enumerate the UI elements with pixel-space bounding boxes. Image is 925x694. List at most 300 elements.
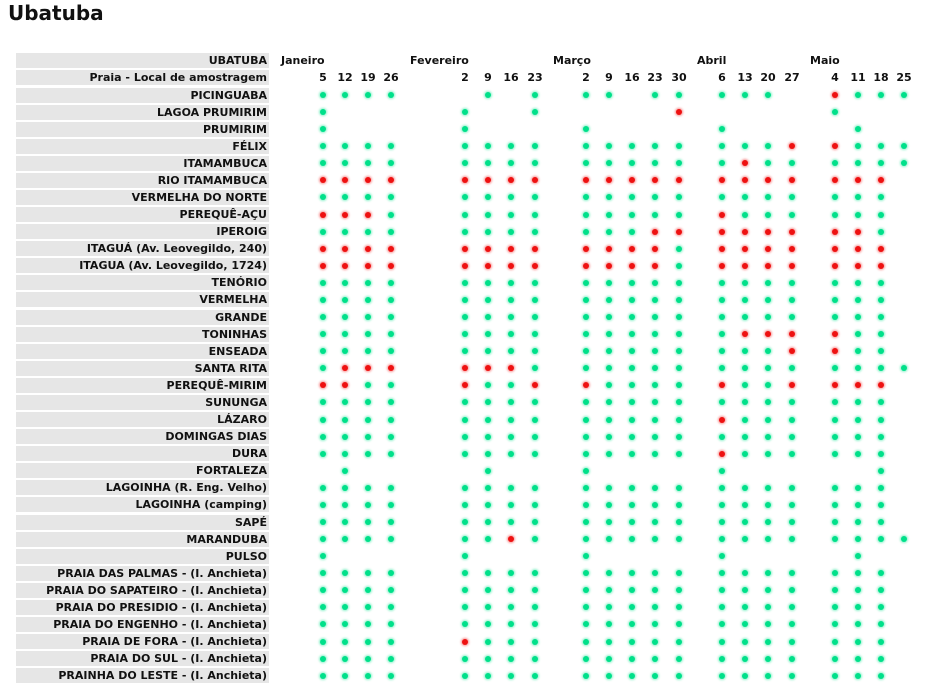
status-dot-good <box>742 143 748 149</box>
status-dot-good <box>320 143 326 149</box>
status-dot-good <box>320 92 326 98</box>
status-dot-good <box>901 92 907 98</box>
beach-label: PICINGUABA <box>16 88 269 103</box>
status-dot-bad <box>676 109 682 115</box>
status-dot-good <box>719 536 725 542</box>
status-dot-good <box>583 297 589 303</box>
status-dot-bad <box>388 177 394 183</box>
status-dot-good <box>765 194 771 200</box>
status-dot-good <box>878 92 884 98</box>
status-dot-good <box>652 604 658 610</box>
status-dot-good <box>462 536 468 542</box>
status-dot-good <box>855 673 861 679</box>
status-dot-good <box>676 587 682 593</box>
status-dot-good <box>320 587 326 593</box>
status-dot-good <box>320 434 326 440</box>
status-dot-good <box>652 143 658 149</box>
status-dot-bad <box>365 212 371 218</box>
status-dot-good <box>652 160 658 166</box>
status-dot-good <box>462 673 468 679</box>
status-dot-bad <box>462 382 468 388</box>
status-dot-good <box>508 434 514 440</box>
status-dot-good <box>855 502 861 508</box>
status-dot-good <box>365 160 371 166</box>
status-dot-good <box>878 212 884 218</box>
status-dot-good <box>462 553 468 559</box>
status-dot-good <box>629 536 635 542</box>
status-dot-good <box>532 160 538 166</box>
status-dot-good <box>462 109 468 115</box>
status-dot-good <box>583 92 589 98</box>
status-dot-good <box>652 314 658 320</box>
status-dot-good <box>855 399 861 405</box>
status-dot-good <box>765 314 771 320</box>
status-dot-bad <box>719 229 725 235</box>
status-dot-good <box>485 536 491 542</box>
status-dot-good <box>532 212 538 218</box>
status-dot-good <box>606 434 612 440</box>
status-dot-good <box>583 399 589 405</box>
date-tick-label: 12 <box>337 71 353 84</box>
status-dot-bad <box>508 365 514 371</box>
status-dot-good <box>342 143 348 149</box>
status-dot-good <box>676 604 682 610</box>
status-dot-good <box>832 673 838 679</box>
status-dot-good <box>652 348 658 354</box>
status-dot-good <box>320 399 326 405</box>
status-dot-good <box>583 348 589 354</box>
status-dot-good <box>320 417 326 423</box>
beach-label: FORTALEZA <box>16 463 269 478</box>
status-dot-good <box>462 314 468 320</box>
status-dot-good <box>320 604 326 610</box>
status-dot-bad <box>789 143 795 149</box>
status-dot-bad <box>878 382 884 388</box>
status-dot-good <box>388 194 394 200</box>
status-dot-good <box>485 160 491 166</box>
status-dot-good <box>629 348 635 354</box>
status-dot-good <box>676 160 682 166</box>
beach-label: LAGOINHA (R. Eng. Velho) <box>16 480 269 495</box>
status-dot-good <box>765 587 771 593</box>
status-dot-good <box>742 587 748 593</box>
status-dot-bad <box>878 177 884 183</box>
status-dot-good <box>388 399 394 405</box>
status-dot-good <box>462 587 468 593</box>
status-dot-good <box>765 451 771 457</box>
status-dot-good <box>606 382 612 388</box>
beach-label: PEREQUÊ-MIRIM <box>16 378 269 393</box>
status-dot-good <box>789 502 795 508</box>
status-dot-bad <box>342 177 348 183</box>
date-tick-label: 11 <box>850 71 866 84</box>
status-dot-good <box>388 502 394 508</box>
status-dot-good <box>878 314 884 320</box>
status-dot-good <box>365 229 371 235</box>
status-dot-good <box>583 434 589 440</box>
status-dot-good <box>508 314 514 320</box>
status-dot-good <box>583 656 589 662</box>
status-dot-good <box>532 673 538 679</box>
status-dot-good <box>342 92 348 98</box>
status-dot-good <box>629 365 635 371</box>
status-dot-good <box>320 365 326 371</box>
status-dot-good <box>652 536 658 542</box>
status-dot-good <box>832 417 838 423</box>
status-dot-good <box>789 297 795 303</box>
status-dot-bad <box>388 246 394 252</box>
status-dot-good <box>365 519 371 525</box>
status-dot-good <box>719 468 725 474</box>
status-dot-good <box>676 314 682 320</box>
status-dot-good <box>583 639 589 645</box>
status-dot-good <box>832 297 838 303</box>
status-dot-good <box>320 109 326 115</box>
status-dot-good <box>365 331 371 337</box>
status-dot-good <box>485 348 491 354</box>
status-dot-good <box>606 143 612 149</box>
status-dot-bad <box>320 382 326 388</box>
status-dot-bad <box>832 92 838 98</box>
status-dot-good <box>532 194 538 200</box>
status-dot-good <box>532 280 538 286</box>
status-dot-good <box>676 621 682 627</box>
status-dot-good <box>878 536 884 542</box>
date-tick-label: 5 <box>319 71 327 84</box>
status-dot-good <box>508 673 514 679</box>
status-dot-bad <box>629 177 635 183</box>
beach-label: SAPÉ <box>16 515 269 530</box>
status-dot-good <box>742 348 748 354</box>
status-dot-good <box>462 143 468 149</box>
status-dot-bad <box>508 536 514 542</box>
status-dot-good <box>629 502 635 508</box>
status-dot-good <box>388 280 394 286</box>
status-dot-bad <box>719 246 725 252</box>
status-dot-good <box>855 656 861 662</box>
status-dot-good <box>652 587 658 593</box>
status-dot-good <box>342 536 348 542</box>
status-dot-good <box>832 639 838 645</box>
status-dot-bad <box>485 246 491 252</box>
status-dot-bad <box>606 246 612 252</box>
status-dot-good <box>652 331 658 337</box>
status-dot-good <box>878 143 884 149</box>
status-dot-good <box>765 434 771 440</box>
status-dot-good <box>462 621 468 627</box>
status-dot-good <box>508 451 514 457</box>
status-dot-good <box>365 348 371 354</box>
status-dot-good <box>719 673 725 679</box>
date-tick-label: 30 <box>671 71 687 84</box>
beach-label: IPEROIG <box>16 224 269 239</box>
status-dot-good <box>320 348 326 354</box>
beach-label: PRAIA DO ENGENHO - (I. Anchieta) <box>16 617 269 632</box>
status-dot-good <box>676 297 682 303</box>
status-dot-good <box>629 314 635 320</box>
status-dot-good <box>462 570 468 576</box>
date-tick-label: 2 <box>461 71 469 84</box>
status-dot-bad <box>878 246 884 252</box>
status-dot-good <box>583 536 589 542</box>
status-dot-good <box>508 656 514 662</box>
status-dot-good <box>652 92 658 98</box>
date-tick-label: 6 <box>718 71 726 84</box>
beach-label: VERMELHA DO NORTE <box>16 190 269 205</box>
status-dot-good <box>742 604 748 610</box>
status-dot-good <box>365 382 371 388</box>
status-dot-good <box>532 536 538 542</box>
status-dot-good <box>365 570 371 576</box>
status-dot-bad <box>606 263 612 269</box>
status-dot-bad <box>719 263 725 269</box>
status-dot-good <box>719 553 725 559</box>
status-dot-good <box>652 451 658 457</box>
status-dot-good <box>855 604 861 610</box>
beach-label: LAGOINHA (camping) <box>16 497 269 512</box>
status-dot-bad <box>652 229 658 235</box>
status-dot-bad <box>855 263 861 269</box>
status-dot-good <box>606 673 612 679</box>
status-dot-good <box>789 212 795 218</box>
date-tick-label: 25 <box>896 71 912 84</box>
status-dot-good <box>789 570 795 576</box>
status-dot-bad <box>832 246 838 252</box>
status-dot-good <box>320 639 326 645</box>
status-dot-bad <box>462 177 468 183</box>
status-dot-good <box>742 656 748 662</box>
status-dot-good <box>652 399 658 405</box>
status-dot-bad <box>832 348 838 354</box>
status-dot-good <box>532 656 538 662</box>
status-dot-good <box>342 570 348 576</box>
status-dot-good <box>532 519 538 525</box>
status-dot-good <box>765 365 771 371</box>
status-dot-good <box>485 194 491 200</box>
status-dot-bad <box>320 263 326 269</box>
status-dot-good <box>320 485 326 491</box>
status-dot-good <box>583 126 589 132</box>
beach-label: GRANDE <box>16 310 269 325</box>
status-dot-good <box>365 485 371 491</box>
status-dot-good <box>855 451 861 457</box>
status-dot-good <box>342 314 348 320</box>
status-dot-good <box>832 587 838 593</box>
status-dot-good <box>583 143 589 149</box>
month-label: Maio <box>810 54 840 67</box>
status-dot-good <box>485 280 491 286</box>
status-dot-good <box>719 365 725 371</box>
status-dot-good <box>342 434 348 440</box>
status-dot-bad <box>719 177 725 183</box>
status-dot-good <box>742 382 748 388</box>
status-dot-good <box>583 194 589 200</box>
status-dot-good <box>832 365 838 371</box>
status-dot-good <box>342 194 348 200</box>
status-dot-good <box>832 451 838 457</box>
status-dot-good <box>832 280 838 286</box>
status-dot-good <box>832 656 838 662</box>
status-dot-bad <box>342 263 348 269</box>
status-dot-bad <box>832 263 838 269</box>
status-dot-good <box>878 485 884 491</box>
status-dot-bad <box>855 382 861 388</box>
status-dot-good <box>462 160 468 166</box>
status-dot-bad <box>365 365 371 371</box>
status-dot-good <box>583 331 589 337</box>
status-dot-bad <box>342 365 348 371</box>
status-dot-good <box>676 280 682 286</box>
status-dot-bad <box>832 229 838 235</box>
status-dot-good <box>765 639 771 645</box>
beach-label: PRUMIRIM <box>16 122 269 137</box>
status-dot-good <box>365 604 371 610</box>
status-dot-good <box>532 451 538 457</box>
status-dot-good <box>789 314 795 320</box>
status-dot-good <box>676 399 682 405</box>
status-dot-good <box>765 160 771 166</box>
month-label: Fevereiro <box>410 54 469 67</box>
status-dot-good <box>485 604 491 610</box>
status-dot-good <box>320 194 326 200</box>
status-dot-good <box>532 587 538 593</box>
status-dot-good <box>485 673 491 679</box>
beach-label: RIO ITAMAMBUCA <box>16 173 269 188</box>
status-dot-good <box>365 92 371 98</box>
status-dot-good <box>365 417 371 423</box>
beach-label: ITAGUA (Av. Leovegildo, 1724) <box>16 258 269 273</box>
status-dot-bad <box>789 331 795 337</box>
status-dot-good <box>485 451 491 457</box>
status-dot-good <box>583 673 589 679</box>
status-dot-bad <box>388 365 394 371</box>
status-dot-good <box>320 536 326 542</box>
status-dot-good <box>606 348 612 354</box>
status-dot-good <box>532 399 538 405</box>
status-dot-good <box>606 639 612 645</box>
status-dot-good <box>855 297 861 303</box>
status-dot-good <box>388 212 394 218</box>
status-dot-good <box>508 639 514 645</box>
status-dot-good <box>765 604 771 610</box>
status-dot-good <box>742 365 748 371</box>
status-dot-good <box>485 382 491 388</box>
status-dot-good <box>765 656 771 662</box>
status-dot-good <box>789 434 795 440</box>
status-dot-good <box>742 434 748 440</box>
beach-label: PEREQUÊ-AÇU <box>16 207 269 222</box>
page-title: Ubatuba <box>8 1 104 25</box>
status-dot-good <box>855 570 861 576</box>
beach-label: MARANDUBA <box>16 532 269 547</box>
status-dot-good <box>320 656 326 662</box>
status-dot-good <box>742 536 748 542</box>
status-dot-good <box>629 451 635 457</box>
status-dot-good <box>342 621 348 627</box>
status-dot-good <box>532 502 538 508</box>
status-dot-bad <box>365 246 371 252</box>
status-dot-good <box>462 229 468 235</box>
status-dot-good <box>629 434 635 440</box>
status-dot-good <box>855 621 861 627</box>
status-dot-good <box>342 348 348 354</box>
status-dot-bad <box>832 177 838 183</box>
status-dot-good <box>342 656 348 662</box>
status-dot-good <box>789 536 795 542</box>
status-dot-good <box>878 331 884 337</box>
date-tick-label: 16 <box>503 71 519 84</box>
month-label: Janeiro <box>281 54 325 67</box>
status-dot-good <box>365 502 371 508</box>
status-dot-good <box>676 673 682 679</box>
status-dot-good <box>388 621 394 627</box>
status-dot-good <box>719 399 725 405</box>
status-dot-good <box>508 297 514 303</box>
status-dot-good <box>583 604 589 610</box>
status-dot-good <box>676 365 682 371</box>
status-dot-good <box>878 604 884 610</box>
status-dot-good <box>789 604 795 610</box>
status-dot-bad <box>532 382 538 388</box>
beach-label: PRAIA DO PRESIDIO - (I. Anchieta) <box>16 600 269 615</box>
status-dot-good <box>765 348 771 354</box>
date-tick-label: 23 <box>527 71 543 84</box>
status-dot-good <box>320 673 326 679</box>
corner-label: UBATUBA <box>16 53 269 68</box>
status-dot-good <box>765 399 771 405</box>
status-dot-bad <box>719 212 725 218</box>
status-dot-bad <box>855 229 861 235</box>
status-dot-good <box>606 399 612 405</box>
status-dot-good <box>508 348 514 354</box>
status-dot-good <box>855 365 861 371</box>
status-dot-good <box>606 587 612 593</box>
status-dot-good <box>855 160 861 166</box>
status-dot-good <box>388 536 394 542</box>
status-dot-good <box>508 212 514 218</box>
status-dot-bad <box>742 263 748 269</box>
status-dot-good <box>652 417 658 423</box>
status-dot-bad <box>629 246 635 252</box>
status-dot-bad <box>765 177 771 183</box>
status-dot-good <box>742 639 748 645</box>
status-dot-good <box>388 160 394 166</box>
status-dot-good <box>652 297 658 303</box>
status-dot-good <box>365 673 371 679</box>
status-dot-bad <box>878 263 884 269</box>
status-dot-good <box>388 143 394 149</box>
status-dot-good <box>832 212 838 218</box>
status-dot-good <box>855 314 861 320</box>
status-dot-good <box>342 417 348 423</box>
status-dot-good <box>855 92 861 98</box>
status-dot-good <box>320 160 326 166</box>
status-dot-good <box>606 314 612 320</box>
status-dot-good <box>606 92 612 98</box>
date-tick-label: 4 <box>831 71 839 84</box>
status-dot-good <box>765 536 771 542</box>
status-dot-good <box>855 348 861 354</box>
beach-label: PRAIA DAS PALMAS - (I. Anchieta) <box>16 566 269 581</box>
status-dot-good <box>583 314 589 320</box>
status-dot-good <box>388 348 394 354</box>
status-dot-good <box>789 365 795 371</box>
status-dot-good <box>342 604 348 610</box>
status-dot-bad <box>652 263 658 269</box>
status-dot-good <box>342 502 348 508</box>
status-dot-good <box>462 280 468 286</box>
status-dot-good <box>485 229 491 235</box>
